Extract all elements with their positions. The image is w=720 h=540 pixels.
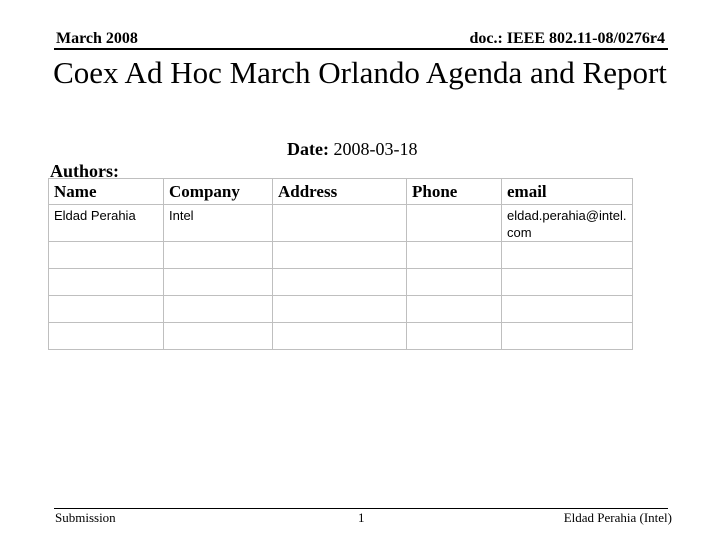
table-row xyxy=(49,296,633,323)
cell-company xyxy=(164,269,273,296)
table-row xyxy=(49,242,633,269)
cell-company xyxy=(164,323,273,350)
cell-address xyxy=(273,269,407,296)
cell-email: eldad.perahia@intel.com xyxy=(502,205,633,242)
date-value: 2008-03-18 xyxy=(333,139,418,159)
header-date: March 2008 xyxy=(56,30,138,47)
table-header-row xyxy=(49,179,633,205)
column-header-phone: Phone xyxy=(407,179,502,205)
cell-address xyxy=(273,296,407,323)
footer-submission: Submission xyxy=(55,510,116,525)
cell-phone xyxy=(407,323,502,350)
table-row xyxy=(49,205,633,242)
cell-address xyxy=(273,242,407,269)
cell-company xyxy=(164,242,273,269)
cell-name xyxy=(49,269,164,296)
column-header-email: email xyxy=(502,179,633,205)
cell-name xyxy=(49,296,164,323)
date-line xyxy=(287,139,417,160)
table-row xyxy=(49,323,633,350)
cell-name xyxy=(49,323,164,350)
cell-address xyxy=(273,323,407,350)
date-label: Date: xyxy=(287,139,329,159)
slide-title: Coex Ad Hoc March Orlando Agenda and Report xyxy=(53,55,667,90)
cell-email xyxy=(502,323,633,350)
column-header-address: Address xyxy=(273,179,407,205)
cell-phone xyxy=(407,242,502,269)
header-doc-id: doc.: IEEE 802.11-08/0276r4 xyxy=(469,30,665,47)
header-rule xyxy=(54,48,668,50)
column-header-company: Company xyxy=(164,179,273,205)
column-header-name: Name xyxy=(49,179,164,205)
authors-label: Authors: xyxy=(50,161,120,181)
cell-company xyxy=(164,296,273,323)
footer-author: Eldad Perahia (Intel) xyxy=(563,510,672,525)
cell-address xyxy=(273,205,407,242)
authors-table xyxy=(48,178,633,350)
footer-page-number: 1 xyxy=(358,510,365,525)
cell-email xyxy=(502,242,633,269)
footer-rule xyxy=(54,508,668,509)
cell-email xyxy=(502,269,633,296)
cell-email xyxy=(502,296,633,323)
cell-phone xyxy=(407,205,502,242)
cell-company: Intel xyxy=(164,205,273,242)
cell-name: Eldad Perahia xyxy=(49,205,164,242)
cell-name xyxy=(49,242,164,269)
cell-phone xyxy=(407,269,502,296)
table-row xyxy=(49,269,633,296)
cell-phone xyxy=(407,296,502,323)
